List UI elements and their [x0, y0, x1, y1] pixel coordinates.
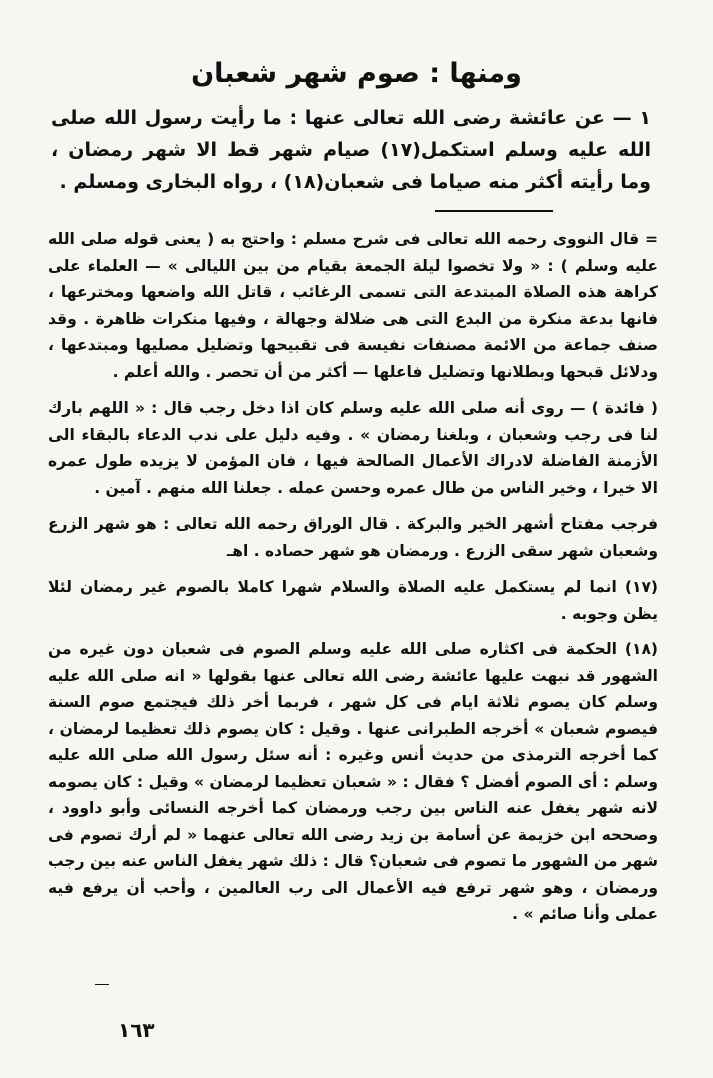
end-mark — [95, 984, 109, 985]
commentary-paragraph-rajab: فرجب مفتاح أشهر الخير والبركة . قال الوراق رحمه الله تعالى : هو شهر الزرع وشعبان شهر سقى الزرع . ورمضان هو شهر حصاده . اهـ — [48, 515, 658, 560]
page-number: ١٦٣ — [118, 1018, 155, 1042]
commentary-paragraph-nawawi: = قال النووى رحمه الله تعالى فى شرح مسلم : واحتج به ( يعنى قوله صلى الله عليه وسلم ) : « ولا تخصوا ليلة الجمعة بقيام من بين الليالى » — العلماء على كراهة هذه الصلاة المبتدعة التى تسمى الرغائب ، قاتل الله واضعها ومخترعها ، فانها بدعة منكرة من البدع التى هى ضلالة وجهالة ، وفيها منكرات ظاهرة . وقد صنف جماعة من الائمة مصنفات نفيسة فى تقبيحها وتضليل مصليها ومبتدعها ، ودلائل قبحها وبطلانها وتضليل فاعلها — أكثر من أن تحصر . والله أعلم . — [48, 230, 658, 381]
footnote-17: (١٧) انما لم يستكمل عليه الصلاة والسلام شهرا كاملا بالصوم غير رمضان لئلا يظن وجوبه . — [48, 578, 658, 623]
commentary-paragraph-faida: ( فائدة ) — روى أنه صلى الله عليه وسلم كان اذا دخل رجب قال : « اللهم بارك لنا فى رجب وشعبان ، وبلغنا رمضان » . وفيه دليل على ندب الدعاء بالبقاء الى الأزمنة الفاضلة لادراك الأعمال الصالحة فيها ، فان المؤمن لا يزيده طول عمره الا خيرا ، وخير الناس من طال عمره وحسن عمله . جعلنا الله منهم . آمين . — [48, 399, 658, 497]
hadith-paragraph: ١ — عن عائشة رضى الله تعالى عنها : ما رأيت رسول الله صلى الله عليه وسلم استكمل(١٧) صيام شهر قط الا شهر رمضان ، وما رأيته أكثر منه صياما فى شعبان(١٨) ، رواه البخارى ومسلم . — [51, 107, 651, 193]
footnote-separator — [435, 210, 553, 212]
hadith-text — [51, 102, 651, 198]
section-title: ومنها : صوم شهر شعبان — [191, 58, 522, 89]
footnote-18: (١٨) الحكمة فى اكثاره صلى الله عليه وسلم الصوم فى شعبان دون غيره من الشهور قد نبهت عليها عائشة رضى الله تعالى عنها بقولها « انه صلى الله عليه وسلم كان يصوم ثلاثة ايام فى كل شهر ، فربما أخر ذلك فيجتمع صوم السنة فيصوم شعبان » أخرجه الطبرانى عنها . وقيل : كان يصوم ذلك تعظيما لرمضان ، كما أخرجه الترمذى من حديث أنس وغيره : أنه سئل رسول الله صلى الله عليه وسلم : أى الصوم أفضل ؟ فقال : « شعبان تعظيما لرمضان » وقيل : كان يصومه لانه شهر يغفل عنه الناس بين رجب ورمضان كما أخرجه النسائى وأبو داوود ، وصححه ابن خزيمة عن أسامة بن زيد رضى الله تعالى عنهما « لم أرك تصوم فى شهر من الشهور ما تصوم فى شعبان؟ قال : ذلك شهر يغفل الناس عنه بين رجب ورمضان ، وهو شهر ترفع فيه الأعمال الى رب العالمين ، وأحب أن يرفع فيه عملى وأنا صائم » . — [48, 640, 658, 923]
commentary-body — [48, 226, 658, 937]
